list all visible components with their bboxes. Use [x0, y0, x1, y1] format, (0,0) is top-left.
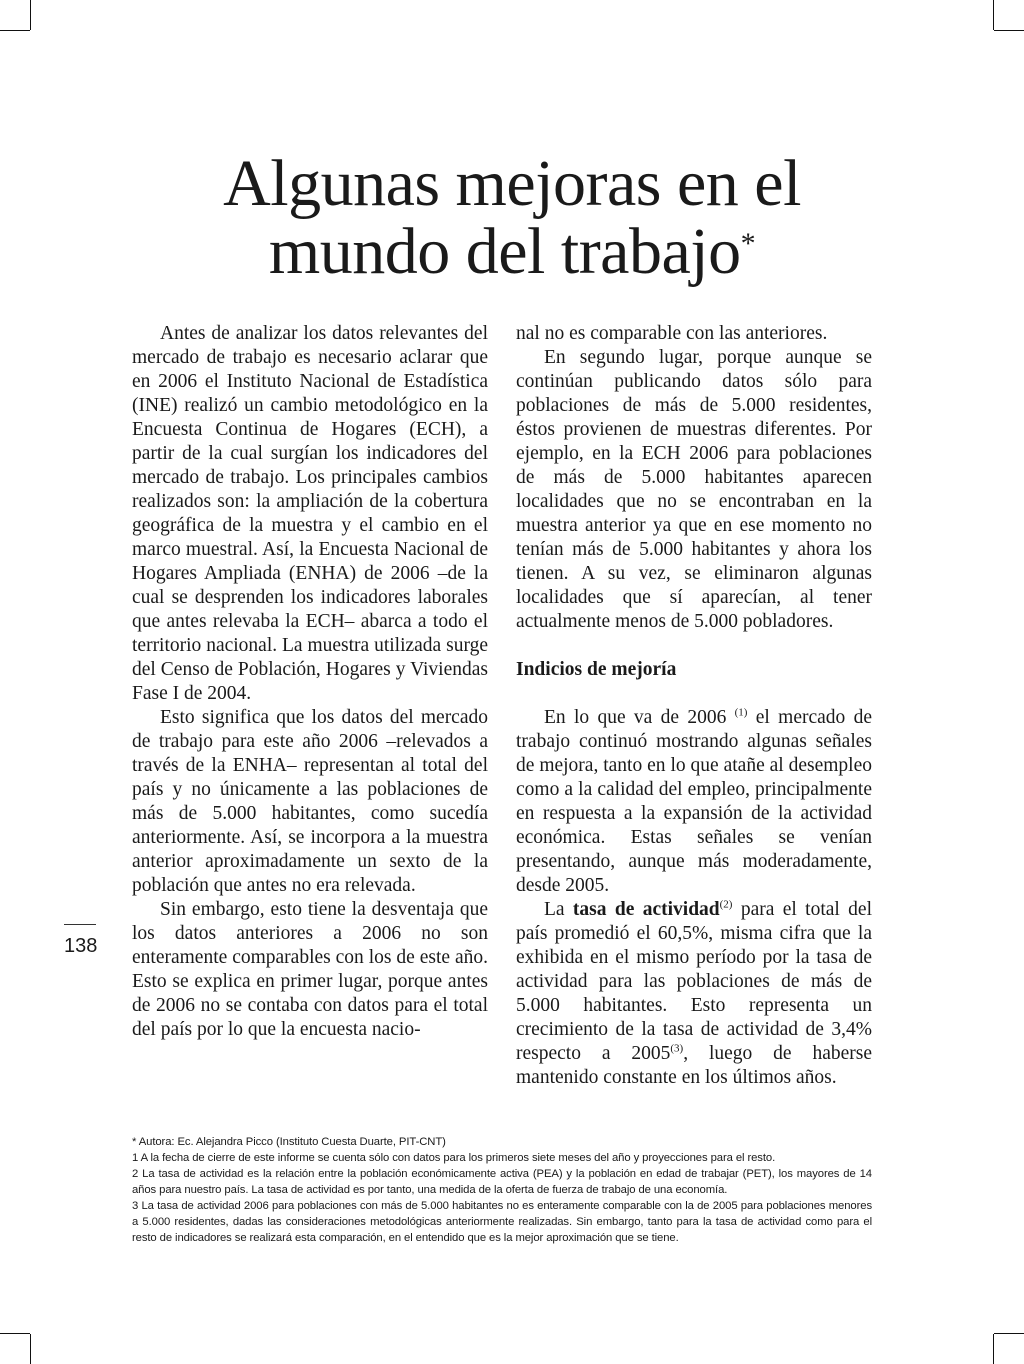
footnote-ref-1: (1): [734, 706, 748, 719]
left-column: [132, 322, 488, 1042]
page-title: [112, 147, 912, 288]
text-run: En lo que va de 2006: [544, 707, 735, 728]
crop-mark-top-right-h: [994, 30, 1024, 31]
section-heading: Indicios de mejoría: [516, 659, 677, 680]
paragraph: Antes de analizar los datos relevantes del mercado de trabajo es necesario aclarar que en 2006 el Instituto Nacional de Estadística (INE) realizó un cambio metodológico en la Encuesta Continua de Hogares (ECH), a partir de la cual surgían los indicadores del mercado de trabajo. Los principales cambios realizados son: la ampliación de la cobertura geográfica de la muestra y el cambio en el marco muestral. Así, la Encuesta Nacional de Hogares Ampliada (ENHA) de 2006 –de la cual se desprenden los indicadores laborales que antes relevaba la ECH– abarca a todo el territorio nacional. La muestra utilizada surge del Censo de Población, Hogares y Viviendas Fase I de 2004.: [132, 323, 488, 704]
title-footnote-mark: *: [740, 227, 756, 260]
footnote-author: * Autora: Ec. Alejandra Picco (Instituto Cuesta Duarte, PIT-CNT): [132, 1136, 446, 1148]
crop-mark-top-left-h: [0, 30, 30, 31]
paragraph: [516, 898, 872, 1090]
text-run: el mercado de trabajo continuó mostrando algunas señales de mejora, tanto en lo que atañe al desempleo como a la calidad del empleo, principalmente en respuesta a la expansión de la actividad económica. Estas señales se venían presentando, aunque más moderadamente, desde 2005.: [516, 707, 872, 896]
text-run: , luego de haberse mantenido constante en los últimos años.: [516, 1043, 873, 1088]
footnotes: [132, 1134, 872, 1246]
title-line-2: mundo del trabajo: [268, 215, 741, 288]
text-run: La: [544, 899, 573, 920]
footnote-ref-3: (3): [670, 1042, 684, 1055]
crop-mark-top-right-v: [993, 0, 994, 30]
bold-term: tasa de actividad: [572, 899, 720, 920]
paragraph: nal no es comparable con las anteriores.: [516, 323, 828, 344]
page-number: 138: [64, 935, 98, 957]
paragraph: Sin embargo, esto tiene la desventaja que los datos anteriores a 2006 no son enteramente comparables con los de este año. Esto se explica en primer lugar, porque antes de 2006 no se contaba con datos para el total del país por lo que la encuesta nacio-: [132, 899, 488, 1040]
text-run: para el total del país promedió el 60,5%, misma cifra que la exhibida en el mismo período por la tasa de actividad para las poblaciones de más de 5.000 habitantes. Esto representa un crecimiento de la tasa de actividad de 3,4% respecto a 2005: [516, 899, 872, 1064]
right-column: [516, 322, 872, 1090]
footnote-2: 2 La tasa de actividad es la relación entre la población económicamente activa (PEA) y la población en edad de trabajar (PET), los mayores de 14 años para nuestro país. La tasa de actividad es por tanto, una medida de la oferta de fuerza de trabajo de una economía.: [132, 1168, 872, 1196]
footnote-ref-2: (2): [719, 898, 733, 911]
crop-mark-bottom-left-h: [0, 1333, 30, 1334]
page-number-rule: [64, 924, 96, 925]
crop-mark-top-left-v: [30, 0, 31, 30]
footnote-1: 1 A la fecha de cierre de este informe se cuenta sólo con datos para los primeros siete meses del año y proyecciones para el resto.: [132, 1152, 776, 1164]
crop-mark-bottom-right-h: [994, 1333, 1024, 1334]
title-line-1: Algunas mejoras en el: [223, 147, 801, 220]
footnote-3: 3 La tasa de actividad 2006 para poblaciones con más de 5.000 habitantes no es enteramente comparable con la de 2005 para poblaciones menores a 5.000 residentes, dadas las consideraciones metodológicas anteriormente realizadas. Sin embargo, tanto para la tasa de actividad como para el resto de indicadores se realizará esta comparación, en el entendido que es la mejor aproximación que se tiene.: [132, 1200, 872, 1244]
crop-mark-bottom-right-v: [993, 1334, 994, 1364]
paragraph: Esto significa que los datos del mercado de trabajo para este año 2006 –relevados a través de la ENHA– representan al total del país y no únicamente a las poblaciones de más de 5.000 habitantes, como sucedía anteriormente. Así, se incorpora a la muestra anterior aproximadamente un sexto de la población que antes no era relevada.: [132, 707, 488, 896]
paragraph: [516, 706, 872, 898]
paragraph: En segundo lugar, porque aunque se continúan publicando datos sólo para poblaciones de más de 5.000 residentes, éstos provienen de muestras diferentes. Por ejemplo, en la ECH 2006 para poblaciones de más de 5.000 habitantes aparecen localidades que no se encontraban en la muestra anterior ya que en ese momento no tenían más de 5.000 habitantes y ahora los tienen. A su vez, se eliminaron algunas localidades que sí aparecían, al tener actualmente menos de 5.000 pobladores.: [516, 347, 872, 632]
crop-mark-bottom-left-v: [30, 1334, 31, 1364]
